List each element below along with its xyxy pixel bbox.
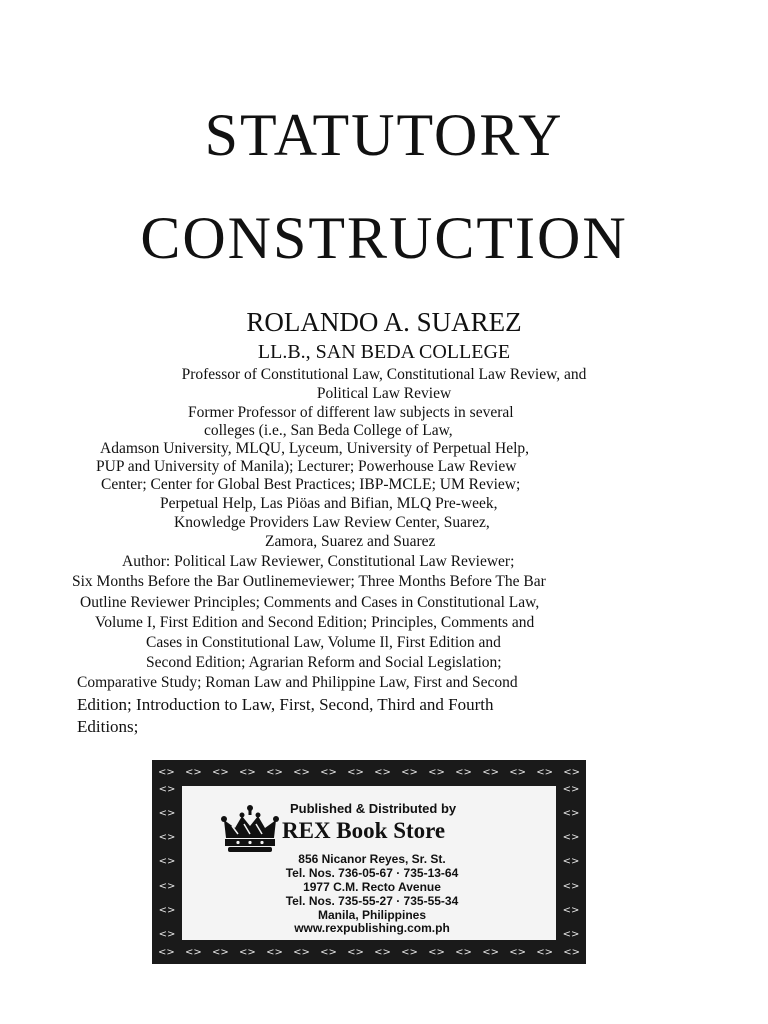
publisher-address-line: Tel. Nos. 736-05-67 · 735-13-64 xyxy=(285,866,459,880)
bio-line: Professor of Constitutional Law, Constitutional Law Review, and xyxy=(181,366,587,383)
bio-line: Comparative Study; Roman Law and Philippine Law, First and Second xyxy=(77,674,518,691)
border-row-top: <> <> <> <> <> <> <> <> <> <> <> <> <> <> <> <> xyxy=(158,766,580,778)
publisher-address-line: 1977 C.M. Recto Avenue xyxy=(303,880,441,894)
bio-line: Outline Reviewer Principles; Comments and Cases in Constitutional Law, xyxy=(80,594,540,611)
publisher-address-line: 856 Nicanor Reyes, Sr. St. xyxy=(298,852,446,866)
publisher-address-line: Tel. Nos. 735-55-27 · 735-55-34 xyxy=(285,894,459,908)
author-degree: LL.B., SAN BEDA COLLEGE xyxy=(257,341,511,363)
publisher-website: www.rexpublishing.com.ph xyxy=(294,921,450,935)
publisher-name: REX Book Store xyxy=(282,818,446,843)
bio-line: Knowledge Providers Law Review Center, Suarez, xyxy=(174,514,490,531)
publisher-panel xyxy=(182,786,556,940)
bio-line: Cases in Constitutional Law, Volume Il, First Edition and xyxy=(146,634,501,651)
bio-line: Author: Political Law Reviewer, Constitutional Law Reviewer; xyxy=(122,553,515,570)
bio-line: Editions; xyxy=(77,717,139,736)
title-line-2: CONSTRUCTION xyxy=(140,205,628,271)
author-name: ROLANDO A. SUAREZ xyxy=(246,307,522,337)
bio-line: Volume I, First Edition and Second Edition; Principles, Comments and xyxy=(95,614,535,631)
border-col-left: <> <> <> <> <> <> <> xyxy=(158,784,176,940)
bio-line: Second Edition; Agrarian Reform and Social Legislation; xyxy=(146,654,502,671)
publisher-address-line: Manila, Philippines xyxy=(317,908,427,922)
bio-line: colleges (i.e., San Beda College of Law, xyxy=(204,422,453,439)
bio-line: Zamora, Suarez and Suarez xyxy=(265,533,436,550)
border-col-right: <> <> <> <> <> <> <> xyxy=(562,784,580,940)
bio-line: PUP and University of Manila); Lecturer; Powerhouse Law Review xyxy=(96,458,517,475)
publisher-label: Published & Distributed by xyxy=(290,801,457,816)
bio-line: Adamson University, MLQU, Lyceum, University of Perpetual Help, xyxy=(100,440,530,457)
border-row-bottom: <> <> <> <> <> <> <> <> <> <> <> <> <> <> <> <> xyxy=(158,946,580,958)
crown-icon xyxy=(220,804,280,854)
bio-line: Perpetual Help, Las Piöas and Bifian, MLQ Pre-week, xyxy=(160,495,498,512)
bio-line: Edition; Introduction to Law, First, Second, Third and Fourth xyxy=(77,695,494,714)
bio-line: Former Professor of different law subjects in several xyxy=(188,404,514,421)
bio-line: Political Law Review xyxy=(316,385,452,402)
title-line-1: STATUTORY xyxy=(204,102,564,168)
bio-line: Six Months Before the Bar Outlinemeviewer; Three Months Before The Bar xyxy=(72,573,546,590)
publisher-stamp xyxy=(152,760,586,964)
bio-line: Center; Center for Global Best Practices; IBP-MCLE; UM Review; xyxy=(101,476,521,493)
